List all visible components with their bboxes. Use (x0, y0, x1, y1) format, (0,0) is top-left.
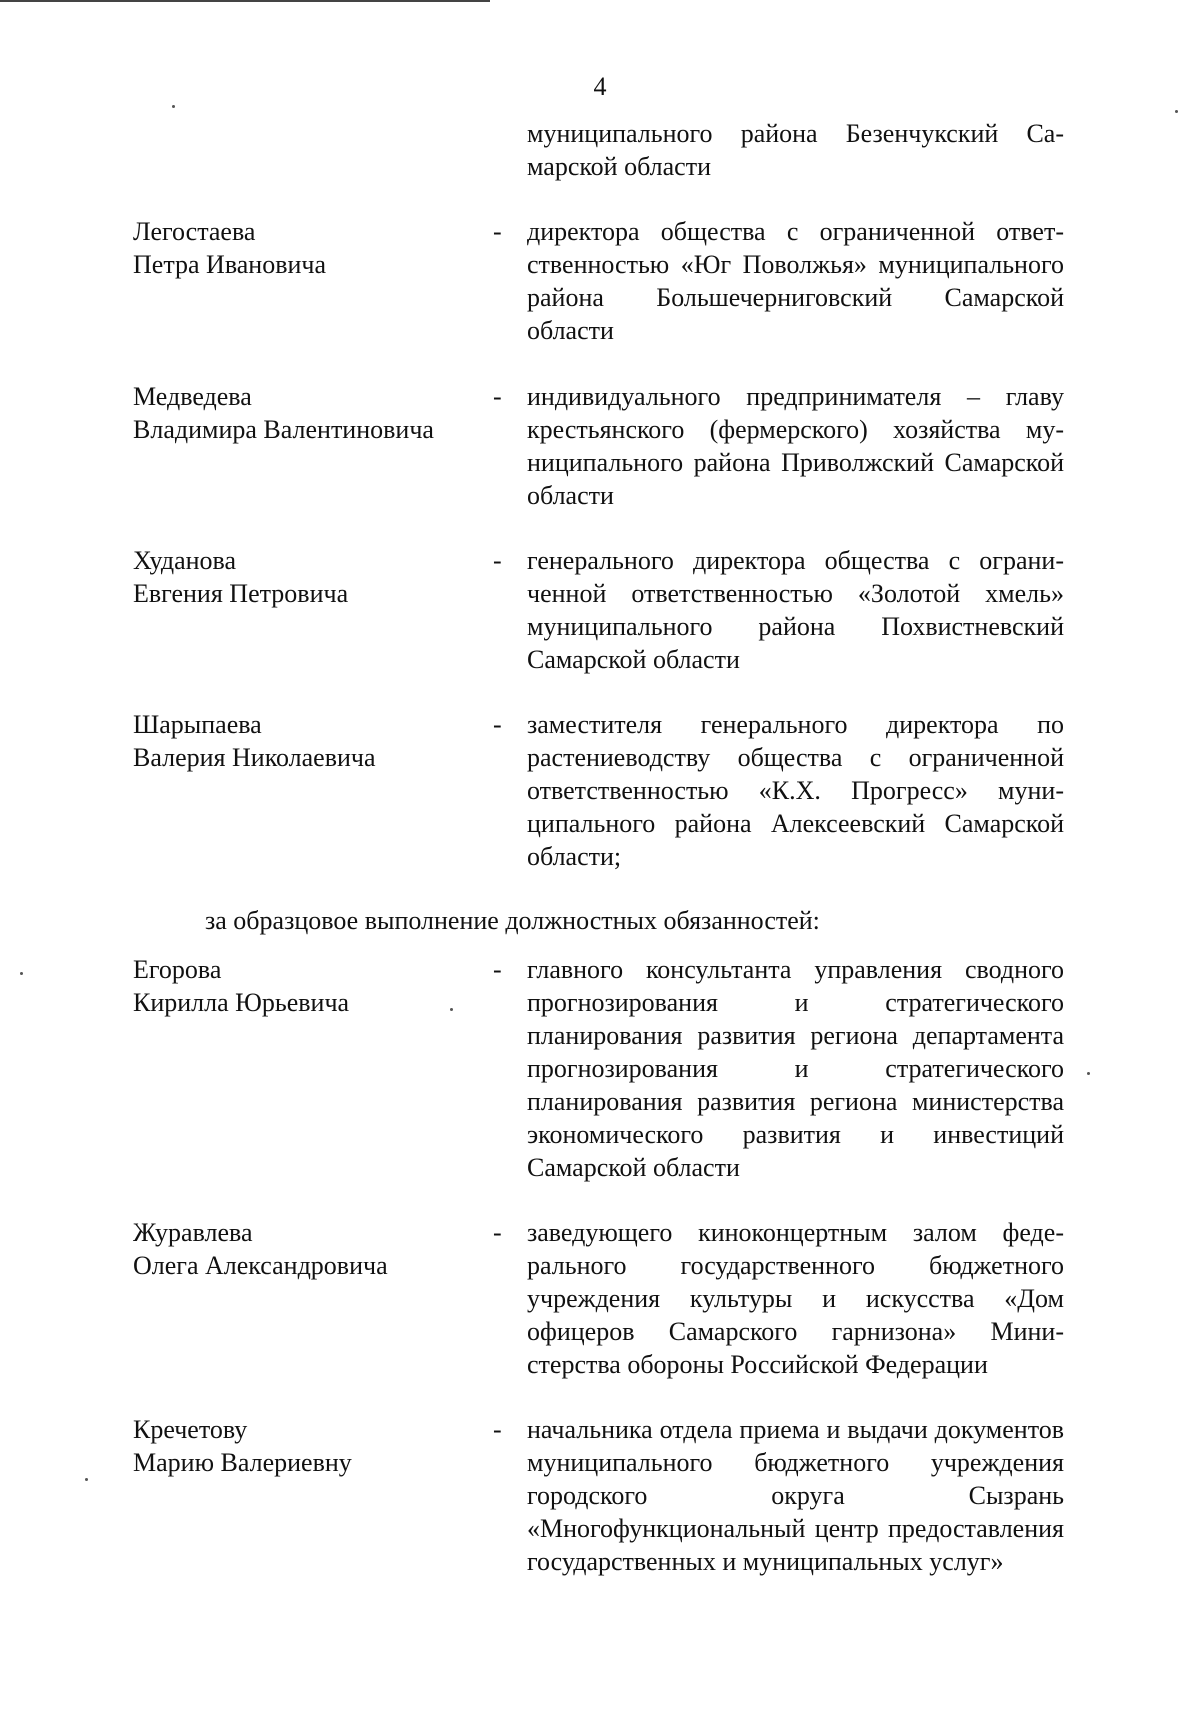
person-name (133, 1216, 473, 1282)
person-name (133, 544, 473, 610)
scan-top-rule (0, 0, 490, 2)
person-position: заведующего киноконцертным залом федерального государственного бюджетного учреждения культуры и искусства «Дом офицеров Самарского гарнизона» Министерства обороны Российской Федерации (527, 1218, 1064, 1379)
person-surname: Шарыпаева (133, 710, 262, 739)
person-name (133, 1413, 473, 1479)
entry-dash: - (493, 1415, 502, 1444)
person-given-names: Валерия Николаевича (133, 743, 376, 772)
person-surname: Кречетову (133, 1415, 248, 1444)
entry-dash: - (493, 382, 502, 411)
scan-speck (20, 972, 23, 975)
entry-dash: - (493, 1218, 502, 1247)
person-position: директора общества с ограниченной ответственностью «Юг Поволжья» муниципального района Большечерниговский Самарской области (527, 217, 1064, 345)
person-position: главного консультанта управления сводного прогнозирования и стратегического планирования развития региона департамента прогнозирования и стратегического планирования развития региона министерства экономического развития и инвестиций Самарской области (527, 955, 1064, 1182)
scan-speck (85, 1478, 88, 1481)
person-surname: Журавлева (133, 1218, 253, 1247)
person-given-names: Евгения Петровича (133, 579, 349, 608)
person-given-names: Олега Александровича (133, 1251, 388, 1280)
person-surname: Егорова (133, 955, 222, 984)
entry-dash: - (493, 217, 502, 246)
person-surname: Худанова (133, 546, 237, 575)
entry-dash: - (493, 955, 502, 984)
entry-dash: - (493, 546, 502, 575)
scan-speck (1087, 1072, 1090, 1075)
entry-dash: - (493, 710, 502, 739)
person-name (133, 380, 473, 446)
continuation-text: муниципального района Безенчукский Самарской области (527, 119, 1064, 181)
person-surname: Легостаева (133, 217, 256, 246)
person-position: индивидуального предпринимателя – главу крестьянского (фермерского) хозяйства муниципального района Приволжский Самарской области (527, 382, 1064, 510)
person-position: генерального директора общества с ограниченной ответственностью «Золотой хмель» муниципального района Похвистневский Самарской области (527, 546, 1064, 674)
scan-speck (1175, 110, 1178, 113)
person-name (133, 953, 473, 1019)
person-given-names: Марию Валериевну (133, 1448, 352, 1477)
scan-speck (172, 105, 175, 108)
person-given-names: Владимира Валентиновича (133, 415, 434, 444)
person-given-names: Кирилла Юрьевича (133, 988, 350, 1017)
page-number: 4 (593, 72, 607, 101)
person-name (133, 215, 473, 281)
section-heading: за образцовое выполнение должностных обязанностей: (205, 906, 820, 935)
person-name (133, 708, 473, 774)
person-position: заместителя генерального директора по растениеводству общества с ограниченной ответственностью «К.Х. Прогресс» муниципального района Алексеевский Самарской области; (527, 710, 1064, 871)
person-surname: Медведева (133, 382, 252, 411)
person-position: начальника отдела приема и выдачи документов муниципального бюджетного учреждения городского округа Сызрань «Многофункциональный центр предоставления государственных и муниципальных услуг» (527, 1415, 1064, 1576)
scan-speck (450, 1008, 453, 1011)
person-given-names: Петра Ивановича (133, 250, 327, 279)
